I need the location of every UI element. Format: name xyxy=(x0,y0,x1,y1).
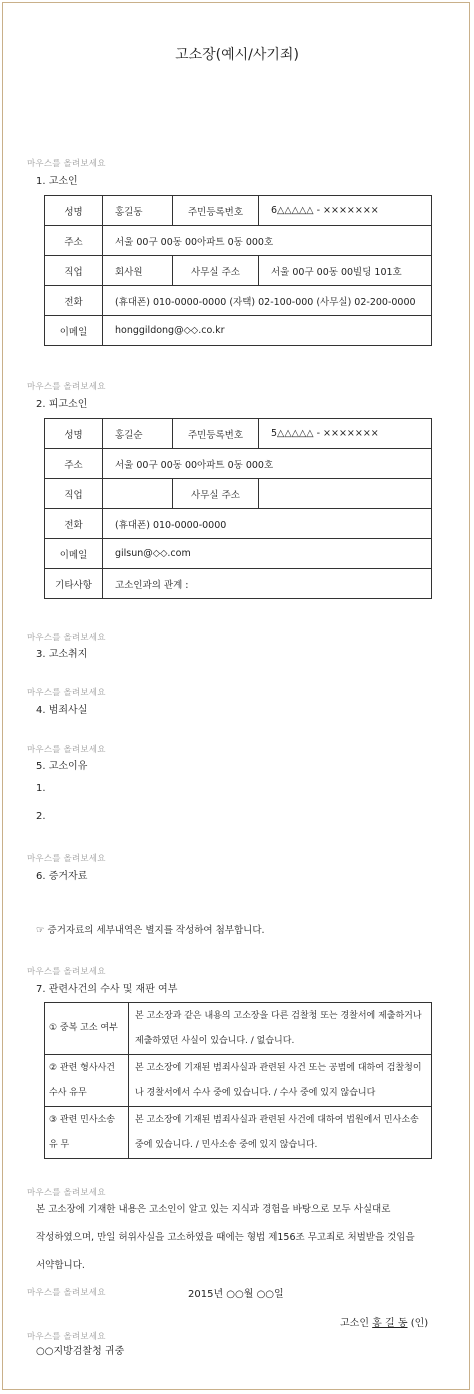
label-email: 이메일 xyxy=(45,316,103,346)
accused-job xyxy=(103,479,173,509)
case-label-criminal: ② 관련 형사사건 수사 유무 xyxy=(45,1055,129,1107)
related-cases-table xyxy=(44,1002,432,1159)
section-purpose: 3. 고소취지 xyxy=(36,649,88,660)
section-facts: 4. 범죄사실 xyxy=(36,705,88,716)
label-phone: 전화 xyxy=(45,509,103,539)
complainant-rrn: 6△△△△△ - ××××××× xyxy=(259,196,432,226)
label-office: 사무실 주소 xyxy=(173,256,259,286)
hover-hint[interactable]: 마우스를 올려보세요 xyxy=(27,159,106,169)
label-office: 사무실 주소 xyxy=(173,479,259,509)
hover-hint[interactable]: 마우스를 올려보세요 xyxy=(27,854,106,864)
label-name: 성명 xyxy=(45,196,103,226)
page-title: 고소장(예시/사기죄) xyxy=(175,47,299,63)
accused-email: gilsun@◇◇.com xyxy=(103,539,432,569)
hover-hint[interactable]: 마우스를 올려보세요 xyxy=(27,1188,106,1198)
label-address: 주소 xyxy=(45,449,103,479)
case-label-duplicate: ① 중복 고소 여부 xyxy=(45,1003,129,1055)
signer-seal: (인) xyxy=(410,1318,429,1329)
hover-hint[interactable]: 마우스를 올려보세요 xyxy=(27,967,106,977)
declaration-line-3: 서약합니다. xyxy=(36,1260,85,1271)
label-address: 주소 xyxy=(45,226,103,256)
label-other: 기타사항 xyxy=(45,569,103,599)
hover-hint[interactable]: 마우스를 올려보세요 xyxy=(27,1332,106,1342)
complainant-email: honggildong@◇◇.co.kr xyxy=(103,316,432,346)
signature-line xyxy=(340,1314,428,1329)
case-value-criminal: 본 고소장에 기재된 범죄사실과 관련된 사건 또는 공범에 대하여 검찰청이나 경찰서에서 수사 중에 있습니다. / 수사 중에 있지 않습니다 xyxy=(129,1055,432,1107)
reason-item-2: 2. xyxy=(36,811,46,822)
section-related-cases: 7. 관련사건의 수사 및 재판 여부 xyxy=(36,984,178,995)
hover-hint[interactable]: 마우스를 올려보세요 xyxy=(27,382,106,392)
accused-rrn: 5△△△△△ - ××××××× xyxy=(259,419,432,449)
document-date: 2015년 ○○월 ○○일 xyxy=(188,1289,284,1300)
hover-hint[interactable]: 마우스를 올려보세요 xyxy=(27,745,106,755)
label-job: 직업 xyxy=(45,256,103,286)
accused-name: 홍길순 xyxy=(103,419,173,449)
complainant-job: 회사원 xyxy=(103,256,173,286)
case-value-duplicate: 본 고소장과 같은 내용의 고소장을 다른 검찰청 또는 경찰서에 제출하거나 제출하였던 사실이 있습니다. / 없습니다. xyxy=(129,1003,432,1055)
accused-phone: (휴대폰) 010-0000-0000 xyxy=(103,509,432,539)
declaration-line-1: 본 고소장에 기재한 내용은 고소인이 알고 있는 지식과 경험을 바탕으로 모두 사실대로 xyxy=(36,1204,391,1215)
complainant-table xyxy=(44,195,432,346)
label-name: 성명 xyxy=(45,419,103,449)
complainant-address: 서울 00구 00동 00아파트 0동 000호 xyxy=(103,226,432,256)
hover-hint[interactable]: 마우스를 올려보세요 xyxy=(27,1288,106,1298)
accused-address: 서울 00구 00동 00아파트 0동 000호 xyxy=(103,449,432,479)
section-accused: 2. 피고소인 xyxy=(36,399,88,410)
label-job: 직업 xyxy=(45,479,103,509)
label-rrn: 주민등록번호 xyxy=(173,419,259,449)
accused-other: 고소인과의 관계 : xyxy=(103,569,432,599)
accused-office xyxy=(259,479,432,509)
section-reasons: 5. 고소이유 xyxy=(36,761,88,772)
case-value-civil: 본 고소장에 기재된 범죄사실과 관련된 사건에 대하여 법원에서 민사소송 중에 있습니다. / 민사소송 중에 있지 않습니다. xyxy=(129,1107,432,1159)
recipient: ○○지방검찰청 귀중 xyxy=(36,1346,125,1357)
complainant-name: 홍길동 xyxy=(103,196,173,226)
section-evidence: 6. 증거자료 xyxy=(36,871,88,882)
accused-table xyxy=(44,418,432,599)
reason-item-1: 1. xyxy=(36,783,46,794)
declaration-line-2: 작성하였으며, 만일 허위사실을 고소하였을 때에는 형법 제156조 무고죄로 처벌받을 것임을 xyxy=(36,1232,415,1243)
label-email: 이메일 xyxy=(45,539,103,569)
label-phone: 전화 xyxy=(45,286,103,316)
label-rrn: 주민등록번호 xyxy=(173,196,259,226)
signer-name: 홍 길 동 xyxy=(372,1318,408,1329)
hover-hint[interactable]: 마우스를 올려보세요 xyxy=(27,688,106,698)
hover-hint[interactable]: 마우스를 올려보세요 xyxy=(27,633,106,643)
evidence-note: ☞ 증거자료의 세부내역은 별지를 작성하여 첨부합니다. xyxy=(36,925,265,936)
complainant-phone: (휴대폰) 010-0000-0000 (자택) 02-100-000 (사무실) 02-200-0000 xyxy=(103,286,432,316)
case-label-civil: ③ 관련 민사소송 유 무 xyxy=(45,1107,129,1159)
signer-prefix: 고소인 xyxy=(340,1318,369,1329)
section-complainant: 1. 고소인 xyxy=(36,176,78,187)
complainant-office: 서울 00구 00동 00빌딩 101호 xyxy=(259,256,432,286)
